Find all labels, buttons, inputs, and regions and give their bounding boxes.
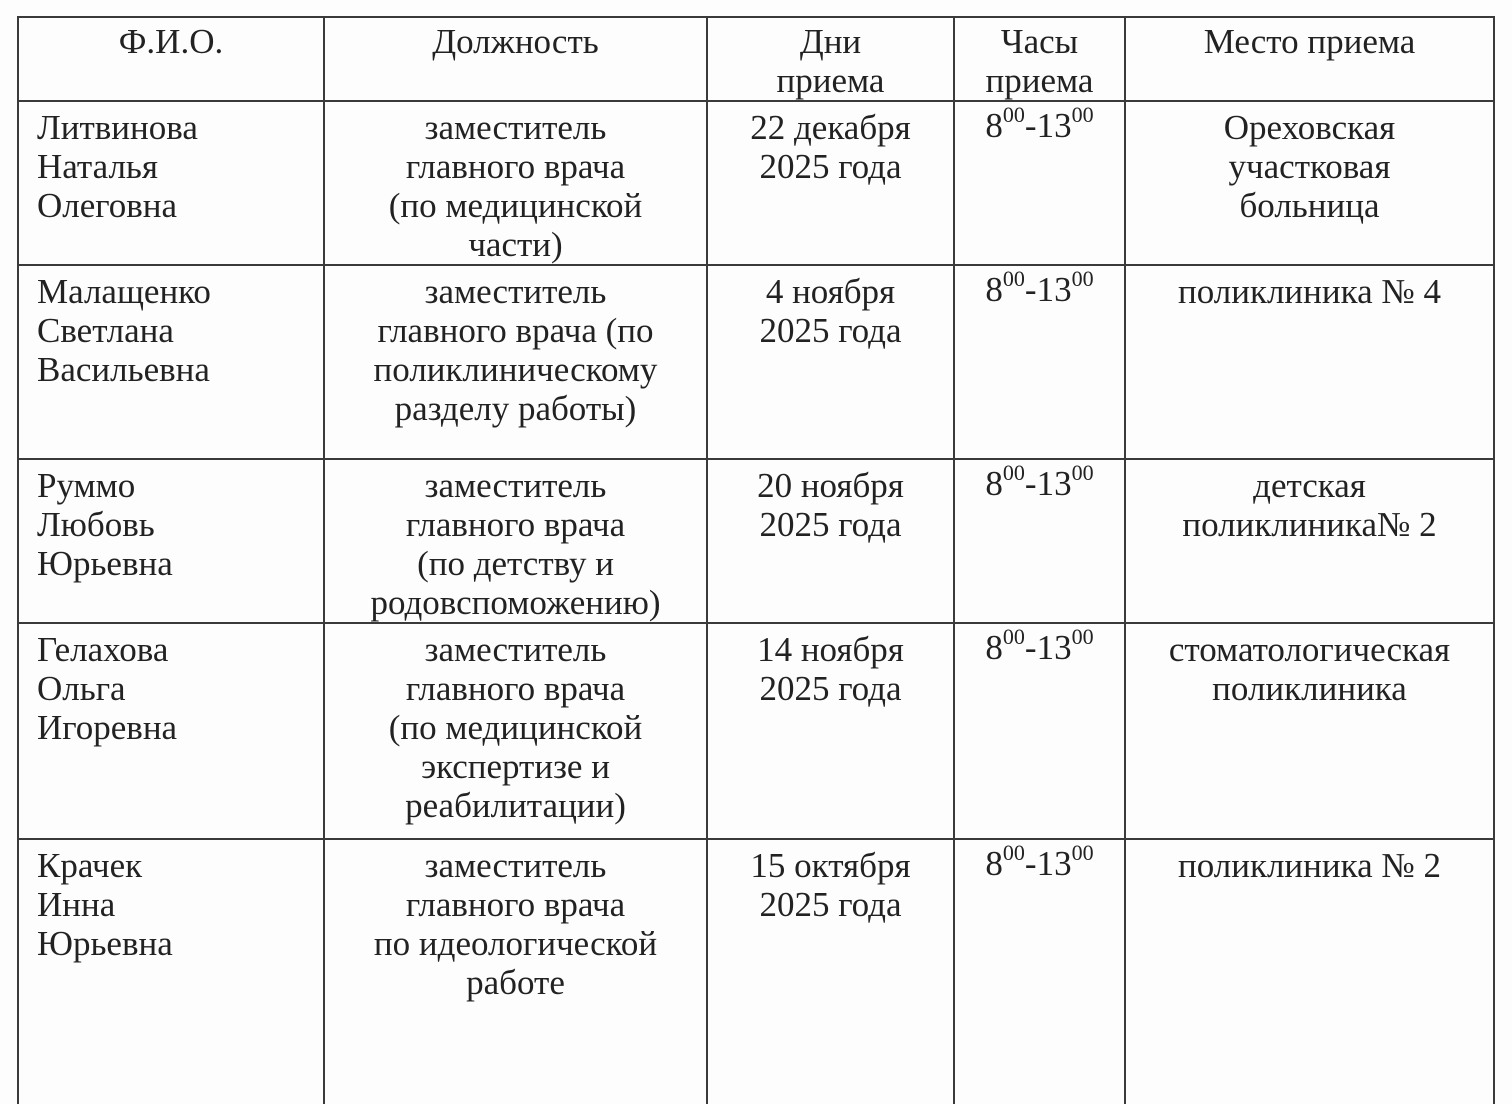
header-place <box>1125 17 1494 101</box>
hours-value <box>955 266 1124 309</box>
days-line: 15 октября <box>750 846 911 885</box>
position-line: главного врача <box>405 885 626 924</box>
cell-position <box>324 623 707 839</box>
cell-hours <box>954 839 1125 1104</box>
cell-days <box>707 265 954 459</box>
position-line: реабилитации) <box>405 786 626 825</box>
hours-start-m: 00 <box>1002 266 1025 292</box>
cell-position <box>324 839 707 1104</box>
cell-days <box>707 623 954 839</box>
days-line: 2025 года <box>759 505 902 544</box>
position-line: главного врача (по <box>377 311 654 350</box>
hours-start-h: 8 <box>985 844 1003 883</box>
position-line: работе <box>466 963 565 1002</box>
name-line: Юрьевна <box>37 544 173 583</box>
position-line: главного врача <box>405 505 626 544</box>
cell-hours <box>954 623 1125 839</box>
place-line: поликлиника № 2 <box>1177 846 1442 885</box>
hours-end-m: 00 <box>1071 266 1094 292</box>
cell-name <box>18 101 324 265</box>
position-line: заместитель <box>424 108 607 147</box>
place-line: стоматологическая <box>1168 630 1451 669</box>
hours-end-h: 13 <box>1036 844 1072 883</box>
hours-start-h: 8 <box>985 464 1003 503</box>
days-line: 14 ноября <box>757 630 904 669</box>
header-place-text: Место приема <box>1203 22 1416 61</box>
place-line: участковая <box>1228 147 1391 186</box>
hours-sep: - <box>1024 628 1037 667</box>
hours-start-m: 00 <box>1002 102 1025 128</box>
name-line: Юрьевна <box>37 924 173 963</box>
hours-value <box>955 102 1124 145</box>
hours-end-h: 13 <box>1036 628 1072 667</box>
place-line: поликлиника№ 2 <box>1182 505 1437 544</box>
header-row <box>18 17 1494 101</box>
hours-end-m: 00 <box>1071 624 1094 650</box>
table-row <box>18 623 1494 839</box>
header-position-text: Должность <box>432 22 599 61</box>
hours-sep: - <box>1024 106 1037 145</box>
reception-schedule-table <box>17 16 1495 1104</box>
position-line: родовспоможению) <box>370 583 661 622</box>
cell-hours <box>954 459 1125 623</box>
cell-name <box>18 459 324 623</box>
position-line: заместитель <box>424 272 607 311</box>
hours-start-m: 00 <box>1002 840 1025 866</box>
place-line: больница <box>1239 186 1380 225</box>
days-line: 22 декабря <box>750 108 911 147</box>
header-position <box>324 17 707 101</box>
name-line: Светлана <box>37 311 174 350</box>
cell-name <box>18 839 324 1104</box>
place-line: Ореховская <box>1223 108 1396 147</box>
cell-position <box>324 101 707 265</box>
hours-value <box>955 624 1124 667</box>
days-line: 2025 года <box>759 669 902 708</box>
hours-end-h: 13 <box>1036 106 1072 145</box>
header-days-line: приема <box>776 61 885 100</box>
hours-sep: - <box>1024 464 1037 503</box>
position-line: (по медицинской <box>388 186 643 225</box>
days-line: 2025 года <box>759 147 902 186</box>
hours-start-h: 8 <box>985 270 1003 309</box>
place-line: поликлиника № 4 <box>1177 272 1442 311</box>
position-line: части) <box>468 225 563 264</box>
position-line: главного врача <box>405 147 626 186</box>
header-hours-line: Часы <box>1000 22 1079 61</box>
name-line: Крачек <box>37 846 143 885</box>
cell-place <box>1125 459 1494 623</box>
hours-end-m: 00 <box>1071 460 1094 486</box>
hours-start-h: 8 <box>985 628 1003 667</box>
cell-name <box>18 265 324 459</box>
position-line: экспертизе и <box>421 747 610 786</box>
cell-place <box>1125 101 1494 265</box>
table-row <box>18 459 1494 623</box>
hours-sep: - <box>1024 270 1037 309</box>
days-line: 2025 года <box>759 311 902 350</box>
name-line: Любовь <box>37 505 155 544</box>
table-body <box>18 101 1494 1104</box>
position-line: заместитель <box>424 846 607 885</box>
hours-end-h: 13 <box>1036 270 1072 309</box>
hours-start-h: 8 <box>985 106 1003 145</box>
cell-position <box>324 265 707 459</box>
hours-start-m: 00 <box>1002 460 1025 486</box>
position-line: поликлиническому <box>373 350 658 389</box>
cell-place <box>1125 623 1494 839</box>
header-hours <box>954 17 1125 101</box>
cell-name <box>18 623 324 839</box>
header-hours-line: приема <box>985 61 1094 100</box>
table-header <box>18 17 1494 101</box>
name-line: Игоревна <box>37 708 178 747</box>
hours-end-m: 00 <box>1071 102 1094 128</box>
hours-end-h: 13 <box>1036 464 1072 503</box>
table-row <box>18 101 1494 265</box>
name-line: Васильевна <box>37 350 210 389</box>
name-line: Инна <box>37 885 116 924</box>
name-line: Ольга <box>37 669 126 708</box>
header-days-line: Дни <box>799 22 862 61</box>
position-line: по идеологической <box>373 924 658 963</box>
hours-end-m: 00 <box>1071 840 1094 866</box>
position-line: заместитель <box>424 630 607 669</box>
position-line: (по детству и <box>417 544 614 583</box>
header-days <box>707 17 954 101</box>
header-name-text: Ф.И.О. <box>118 22 224 61</box>
hours-sep: - <box>1024 844 1037 883</box>
cell-days <box>707 839 954 1104</box>
name-line: Малащенко <box>37 272 211 311</box>
cell-hours <box>954 101 1125 265</box>
name-line: Гелахова <box>37 630 169 669</box>
hours-value <box>955 460 1124 503</box>
cell-place <box>1125 839 1494 1104</box>
place-line: поликлиника <box>1212 669 1407 708</box>
hours-value <box>955 840 1124 883</box>
position-line: разделу работы) <box>394 389 637 428</box>
cell-hours <box>954 265 1125 459</box>
days-line: 4 ноября <box>765 272 896 311</box>
position-line: заместитель <box>424 466 607 505</box>
cell-place <box>1125 265 1494 459</box>
table-row <box>18 265 1494 459</box>
table-row <box>18 839 1494 1104</box>
days-line: 2025 года <box>759 885 902 924</box>
header-name <box>18 17 324 101</box>
cell-days <box>707 459 954 623</box>
name-line: Литвинова <box>37 108 198 147</box>
name-line: Наталья <box>37 147 158 186</box>
position-line: главного врача <box>405 669 626 708</box>
cell-days <box>707 101 954 265</box>
days-line: 20 ноября <box>757 466 904 505</box>
hours-start-m: 00 <box>1002 624 1025 650</box>
name-line: Олеговна <box>37 186 178 225</box>
place-line: детская <box>1253 466 1366 505</box>
position-line: (по медицинской <box>388 708 643 747</box>
name-line: Руммо <box>37 466 136 505</box>
cell-position <box>324 459 707 623</box>
